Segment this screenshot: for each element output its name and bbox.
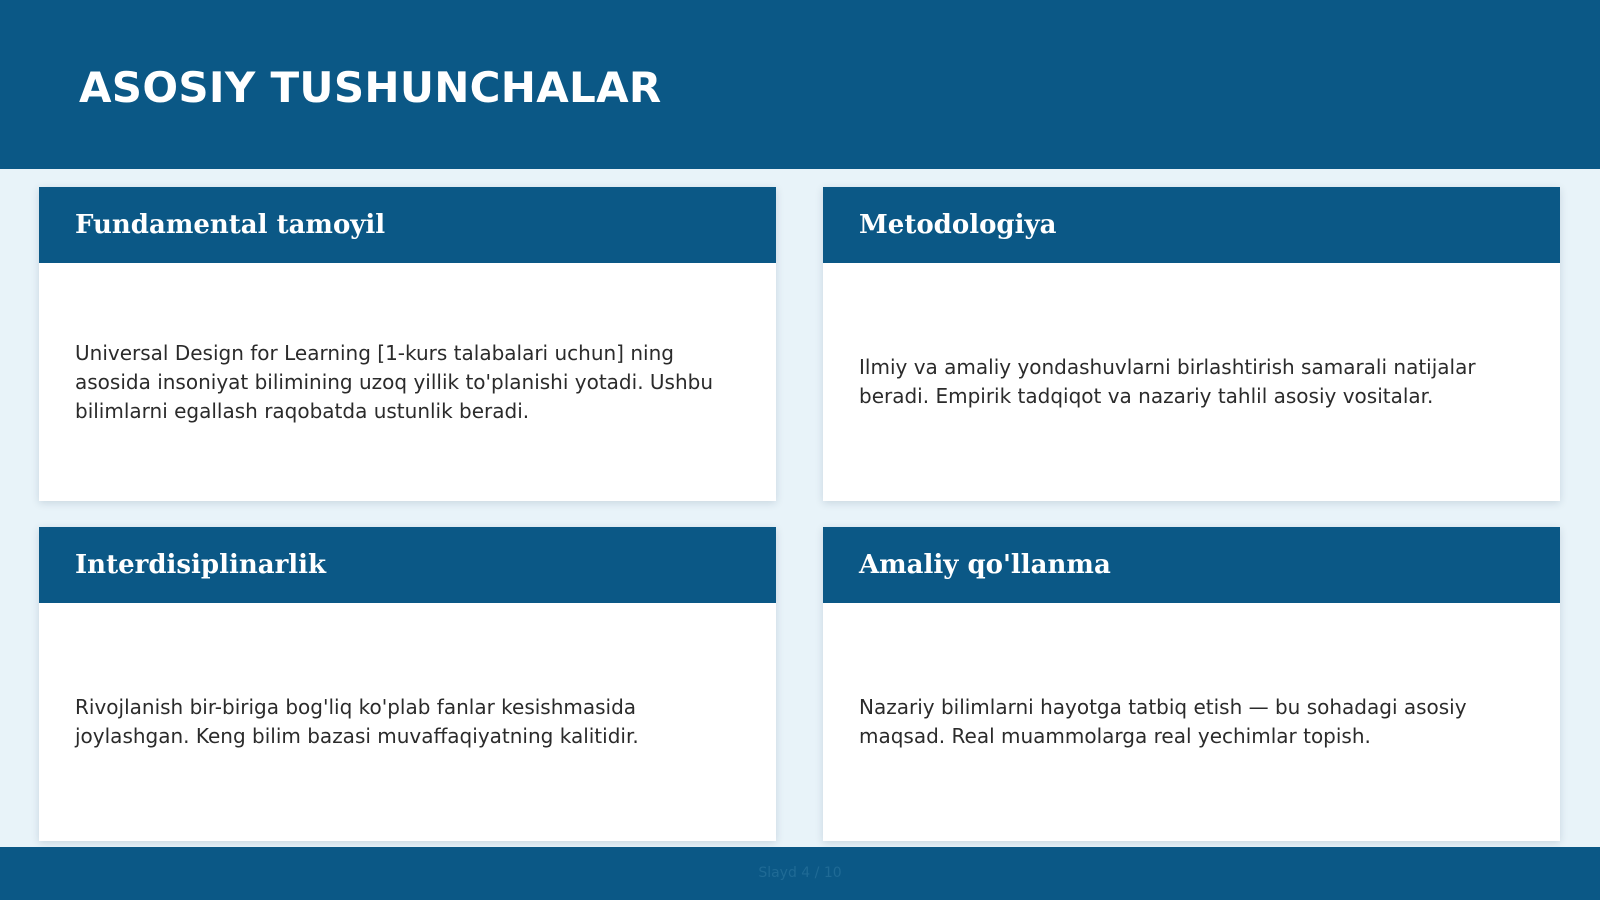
- card-header: [39, 187, 776, 263]
- concept-card: [39, 187, 776, 501]
- card-body: [859, 263, 1524, 501]
- card-body: [859, 603, 1524, 841]
- card-title: Fundamental tamoyil: [75, 210, 386, 240]
- card-title: Interdisiplinarlik: [75, 550, 327, 580]
- slide-number: Slayd 4 / 10: [758, 865, 842, 881]
- card-header: [823, 527, 1560, 603]
- concept-card: [823, 187, 1560, 501]
- card-title: Metodologiya: [859, 210, 1057, 240]
- slide-footer: [0, 847, 1600, 900]
- card-body: [75, 603, 740, 841]
- card-header: [39, 527, 776, 603]
- card-text: Nazariy bilimlarni hayotga tatbiq etish — bu sohadagi asosiy maqsad. Real muammolarga real yechimlar topish.: [859, 695, 1467, 748]
- concept-card: [823, 527, 1560, 841]
- card-text: Rivojlanish bir-biriga bog'liq ko'plab fanlar kesishmasida joylashgan. Keng bilim bazasi muvaffaqiyatning kalitidir.: [75, 695, 639, 748]
- slide-header: [0, 0, 1600, 169]
- card-body: [75, 263, 740, 501]
- card-header: [823, 187, 1560, 263]
- card-text: Universal Design for Learning [1-kurs talabalari uchun] ning asosida insoniyat bilimining uzoq yillik to'planishi yotadi. Ushbu bilimlarni egallash raqobatda ustunlik beradi.: [75, 340, 714, 423]
- concept-card: [39, 527, 776, 841]
- card-title: Amaliy qo'llanma: [859, 550, 1111, 580]
- card-text: Ilmiy va amaliy yondashuvlarni birlashtirish samarali natijalar beradi. Empirik tadqiqot va nazariy tahlil asosiy vositalar.: [859, 355, 1476, 408]
- page-title: ASOSIY TUSHUNCHALAR: [79, 63, 662, 112]
